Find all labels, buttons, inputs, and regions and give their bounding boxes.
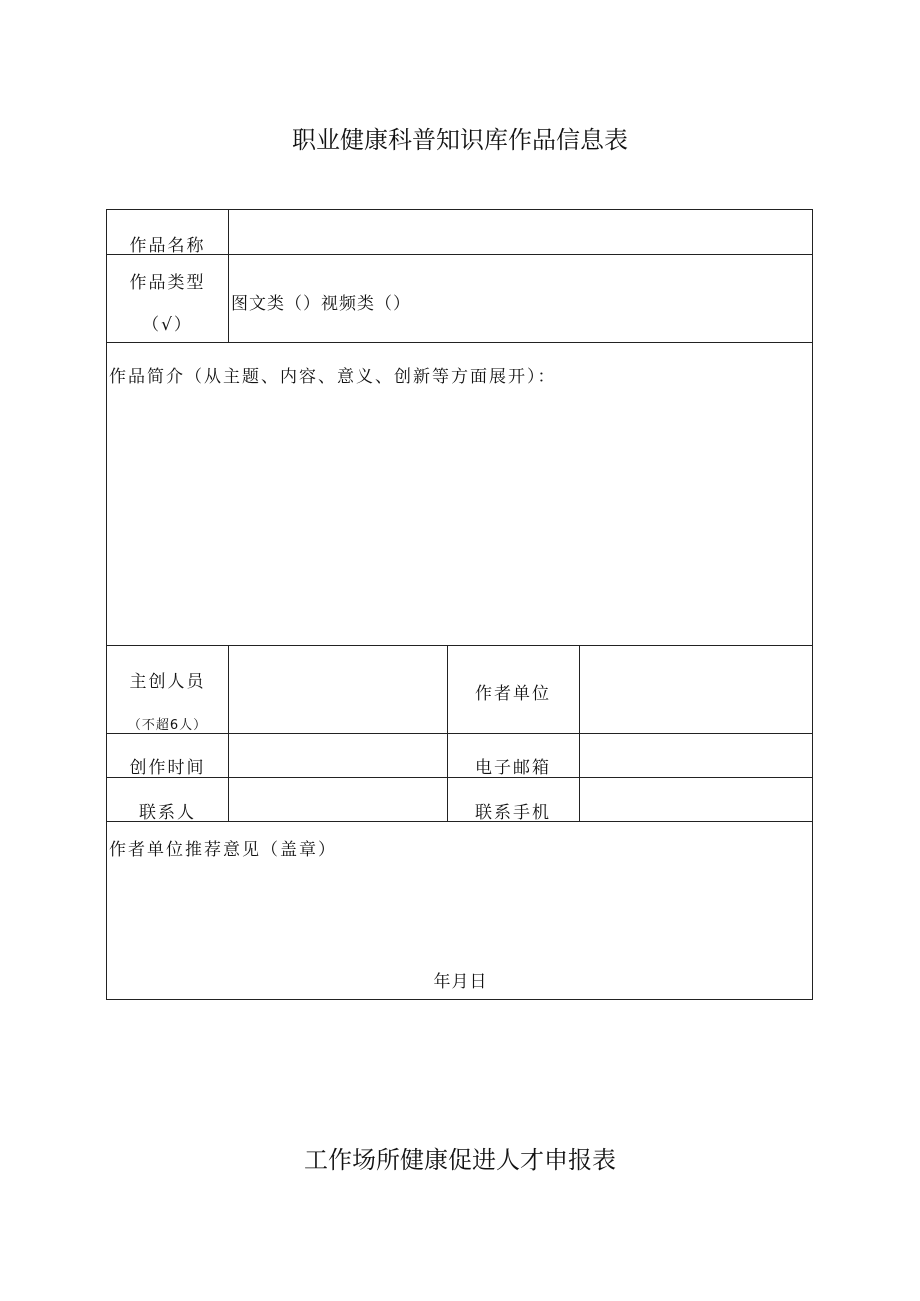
creation-time-label: 创作时间 — [129, 758, 206, 778]
recommend-label: 作者单位推荐意见（盖章） — [109, 840, 337, 860]
contact-field[interactable] — [229, 778, 446, 820]
work-type-check-hint: （√） — [142, 315, 193, 335]
summary-field[interactable] — [108, 388, 812, 643]
summary-label: 作品简介（从主题、内容、意义、创新等方面展开）： — [109, 367, 557, 387]
recommend-field[interactable] — [108, 860, 812, 960]
work-name-field[interactable] — [229, 211, 813, 253]
creators-label: 主创人员 — [129, 672, 206, 692]
row-divider — [107, 342, 812, 343]
author-unit-label: 作者单位 — [475, 684, 551, 704]
creation-time-field[interactable] — [229, 734, 446, 776]
author-unit-field[interactable] — [580, 646, 812, 732]
work-info-table — [106, 209, 813, 1000]
contact-label: 联系人 — [139, 803, 196, 823]
email-field[interactable] — [580, 734, 812, 776]
creators-field[interactable] — [229, 646, 446, 732]
page-title: 职业健康科普知识库作品信息表 — [292, 126, 628, 154]
work-name-label: 作品名称 — [129, 236, 206, 256]
second-page-title: 工作场所健康促进人才申报表 — [304, 1146, 616, 1174]
work-type-label: 作品类型 — [129, 273, 206, 293]
mobile-label: 联系手机 — [475, 803, 551, 823]
email-label: 电子邮箱 — [475, 758, 551, 778]
col-divider — [447, 645, 448, 821]
creators-note: （不超6人） — [127, 718, 208, 733]
mobile-field[interactable] — [580, 778, 812, 820]
work-type-options[interactable]: 图文类（）视频类（） — [231, 294, 411, 314]
date-label: 年月日 — [433, 972, 488, 992]
